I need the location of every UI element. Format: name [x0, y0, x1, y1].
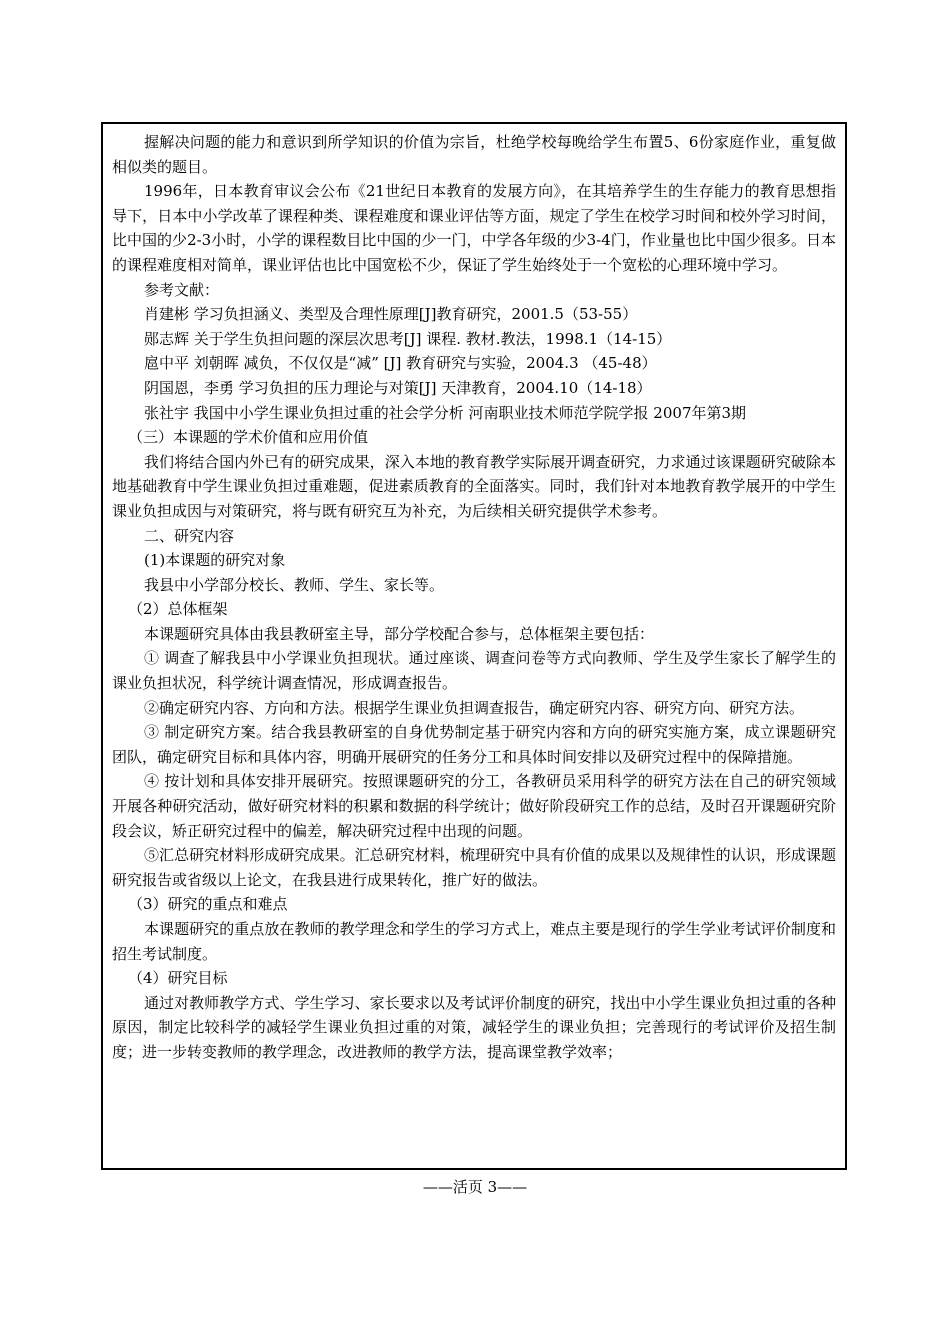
- paragraph-framework-intro: 本课题研究具体由我县教研室主导，部分学校配合参与，总体框架主要包括：: [144, 624, 655, 643]
- framework-step-4: ④ 按计划和具体安排开展研究。按照课题研究的分工，各教研员采用科学的研究方法在自己的研究领域开展各种研究活动，做好研究材料的积累和数据的科学统计；做好阶段研究工作的总结，及时召开课题研究阶段会议，矫正研究过程中的偏差，解决研究过程中出现的问题。: [112, 772, 836, 840]
- subheading-focus: （3）研究的重点和难点: [128, 895, 288, 914]
- paragraph-value: 我们将结合国内外已有的研究成果，深入本地的教育教学实际展开调查研究，力求通过该课题研究破除本地基础教育中学生课业负担过重难题，促进素质教育的全面落实。同时，我们针对本地教育教学展开的中学生课业负担成因与对策研究，将与既有研究互为补充，为后续相关研究提供学术参考。: [112, 452, 836, 520]
- framework-step-3: ③ 制定研究方案。结合我县教研室的自身优势制定基于研究内容和方向的研究实施方案，成立课题研究团队，确定研究目标和具体内容，明确开展研究的任务分工和具体时间安排以及研究过程中的保障措施。: [112, 723, 836, 766]
- section-heading-value: （三）本课题的学术价值和应用价值: [128, 428, 369, 447]
- subheading-object: (1)本课题的研究对象: [144, 551, 286, 570]
- framework-step-5: ⑤汇总研究材料形成研究成果。汇总研究材料，梳理研究中具有价值的成果以及规律性的认识，形成课题研究报告或省级以上论文，在我县进行成果转化，推广好的做法。: [112, 846, 836, 889]
- page-footer: ——活页 3——: [422, 1178, 528, 1196]
- paragraph-focus: 本课题研究的重点放在教师的教学理念和学生的学习方式上，难点主要是现行的学生学业考试评价制度和招生考试制度。: [112, 920, 836, 963]
- paragraph-object: 我县中小学部分校长、教师、学生、家长等。: [144, 575, 445, 594]
- framework-step-1: ① 调查了解我县中小学课业负担现状。通过座谈、调查问卷等方式向教师、学生及学生家长了解学生的课业负担状况，科学统计调查情况，形成调查报告。: [112, 649, 836, 693]
- subheading-framework: （2）总体框架: [128, 600, 228, 619]
- paragraph-goals: 通过对教师教学方式、学生学习、家长要求以及考试评价制度的研究，找出中小学生课业负担过重的各种原因，制定比较科学的减轻学生课业负担过重的对策，减轻学生的课业负担；完善现行的考试评价及招生制度；进一步转变教师的教学理念，改进教师的教学方法，提高课堂教学效率；: [112, 993, 836, 1061]
- reference-item: 张社宇 我国中小学生课业负担过重的社会学分析 河南职业技术师范学院学报 2007年第3期: [144, 403, 747, 422]
- reference-item: 扈中平 刘朝晖 减负，不仅仅是“减” [J] 教育研究与实验，2004.3 （45-48）: [144, 354, 657, 373]
- reference-item: 阴国恩，李勇 学习负担的压力理论与对策[J] 天津教育，2004.10（14-18）: [144, 378, 652, 397]
- references-heading: 参考文献：: [144, 280, 220, 299]
- reference-item: 肖建彬 学习负担涵义、类型及合理性原理[J]教育研究，2001.5（53-55）: [144, 305, 638, 324]
- paragraph-japan-reform: 1996年，日本教育审议会公布《21世纪日本教育的发展方向》，在其培养学生的生存能力的教育思想指导下，日本中小学改革了课程种类、课程难度和课业评估等方面，规定了学生在校学习时间和校外学习时间，比中国的少2-3小时，小学的课程数目比中国的少一门，中学各年级的少3-4门，作业量也比中国少很多。日本的课程难度相对简单，课业评估也比中国宽松不少，保证了学生始终处于一个宽松的心理环境中学习。: [112, 182, 836, 274]
- reference-item: 郧志辉 关于学生负担问题的深层次思考[J] 课程. 教材.教法，1998.1（14-15）: [144, 329, 672, 348]
- document-frame: [101, 122, 847, 1170]
- framework-step-2: ②确定研究内容、方向和方法。根据学生课业负担调查报告，确定研究内容、研究方向、研究方法。: [144, 698, 805, 717]
- subheading-goals: （4）研究目标: [128, 969, 228, 988]
- paragraph-continuation: 握解决问题的能力和意识到所学知识的价值为宗旨，杜绝学校每晚给学生布置5、6份家庭作业，重复做相似类的题目。: [112, 133, 836, 176]
- section-heading-content: 二、研究内容: [144, 526, 235, 545]
